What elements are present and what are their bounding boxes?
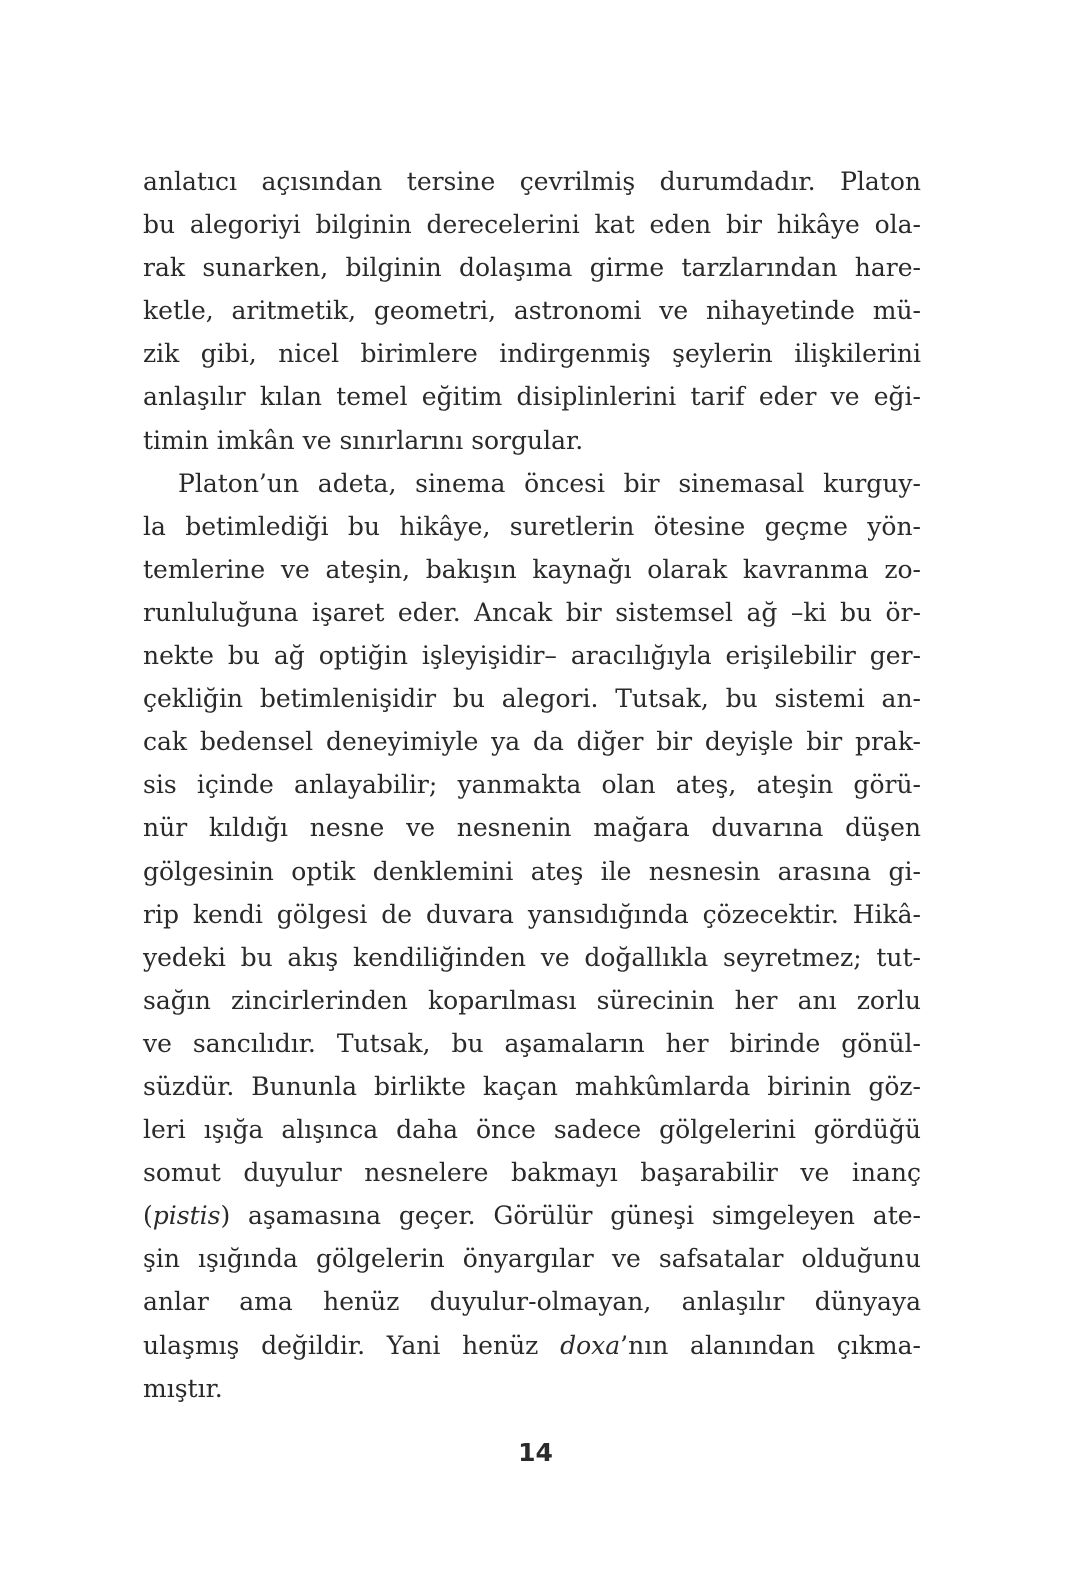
page-number: 14 bbox=[518, 1438, 553, 1467]
text-line: ketle, aritmetik, geometri, astronomi ve nihayetinde mü- bbox=[143, 296, 921, 326]
text-line: cak bedensel deneyimiyle ya da diğer bir deyişle bir prak- bbox=[143, 727, 921, 757]
text-line: sağın zincirlerinden koparılması sürecinin her anı zorlu bbox=[143, 985, 921, 1015]
body-text bbox=[143, 160, 921, 1410]
text-line: ulaşmış değildir. Yani henüz doxa’nın alanından çıkma- bbox=[143, 1330, 921, 1360]
text-line: anlaşılır kılan temel eğitim disiplinlerini tarif eder ve eği- bbox=[143, 382, 921, 412]
text-line: ve sancılıdır. Tutsak, bu aşamaların her birinde gönül- bbox=[143, 1028, 921, 1058]
italic-term: doxa bbox=[560, 1330, 621, 1360]
text-line: nekte bu ağ optiğin işleyişidir– aracılığıyla erişilebilir ger- bbox=[143, 641, 921, 671]
text-line: zik gibi, nicel birimlere indirgenmiş şeylerin ilişkilerini bbox=[143, 339, 921, 369]
italic-term: pistis bbox=[152, 1201, 221, 1231]
text-line: çekliğin betimlenişidir bu alegori. Tutsak, bu sistemi an- bbox=[143, 684, 921, 714]
text-line: timin imkân ve sınırlarını sorgular. bbox=[143, 425, 584, 455]
text-line: yedeki bu akış kendiliğinden ve doğallıkla seyretmez; tut- bbox=[143, 942, 921, 972]
text-line: şin ışığında gölgelerin önyargılar ve safsatalar olduğunu bbox=[143, 1244, 921, 1274]
paragraph-2 bbox=[143, 462, 921, 1410]
text-line: anlatıcı açısından tersine çevrilmiş durumdadır. Platon bbox=[143, 167, 921, 196]
text-line: gölgesinin optik denklemini ateş ile nesnesin arasına gi- bbox=[143, 856, 921, 886]
text-line: nür kıldığı nesne ve nesnenin mağara duvarına düşen bbox=[143, 813, 921, 843]
text-line: bu alegoriyi bilginin derecelerini kat eden bir hikâye ola- bbox=[143, 210, 921, 240]
paragraph-1 bbox=[143, 160, 921, 462]
text-line: rip kendi gölgesi de duvara yansıdığında çözecektir. Hikâ- bbox=[143, 899, 921, 929]
text-line: mıştır. bbox=[143, 1373, 223, 1403]
text-line: runluluğuna işaret eder. Ancak bir sistemsel ağ –ki bu ör- bbox=[143, 597, 921, 627]
text-line: (pistis) aşamasına geçer. Görülür güneşi simgeleyen ate- bbox=[143, 1201, 921, 1231]
text-line: Platon’un adeta, sinema öncesi bir sinemasal kurguy- bbox=[178, 468, 921, 498]
text-line: leri ışığa alışınca daha önce sadece gölgelerini gördüğü bbox=[143, 1115, 921, 1145]
text-line: süzdür. Bununla birlikte kaçan mahkûmlarda birinin göz- bbox=[143, 1071, 921, 1101]
text-line: temlerine ve ateşin, bakışın kaynağı olarak kavranma zo- bbox=[143, 554, 921, 584]
text-line: anlar ama henüz duyulur-olmayan, anlaşılır dünyaya bbox=[143, 1287, 921, 1317]
text-line: rak sunarken, bilginin dolaşıma girme tarzlarından hare- bbox=[143, 253, 921, 283]
text-line: sis içinde anlayabilir; yanmakta olan ateş, ateşin görü- bbox=[143, 770, 921, 800]
text-line: somut duyulur nesnelere bakmayı başarabilir ve inanç bbox=[143, 1158, 921, 1188]
text-line: la betimlediği bu hikâye, suretlerin ötesine geçme yön- bbox=[143, 511, 921, 541]
